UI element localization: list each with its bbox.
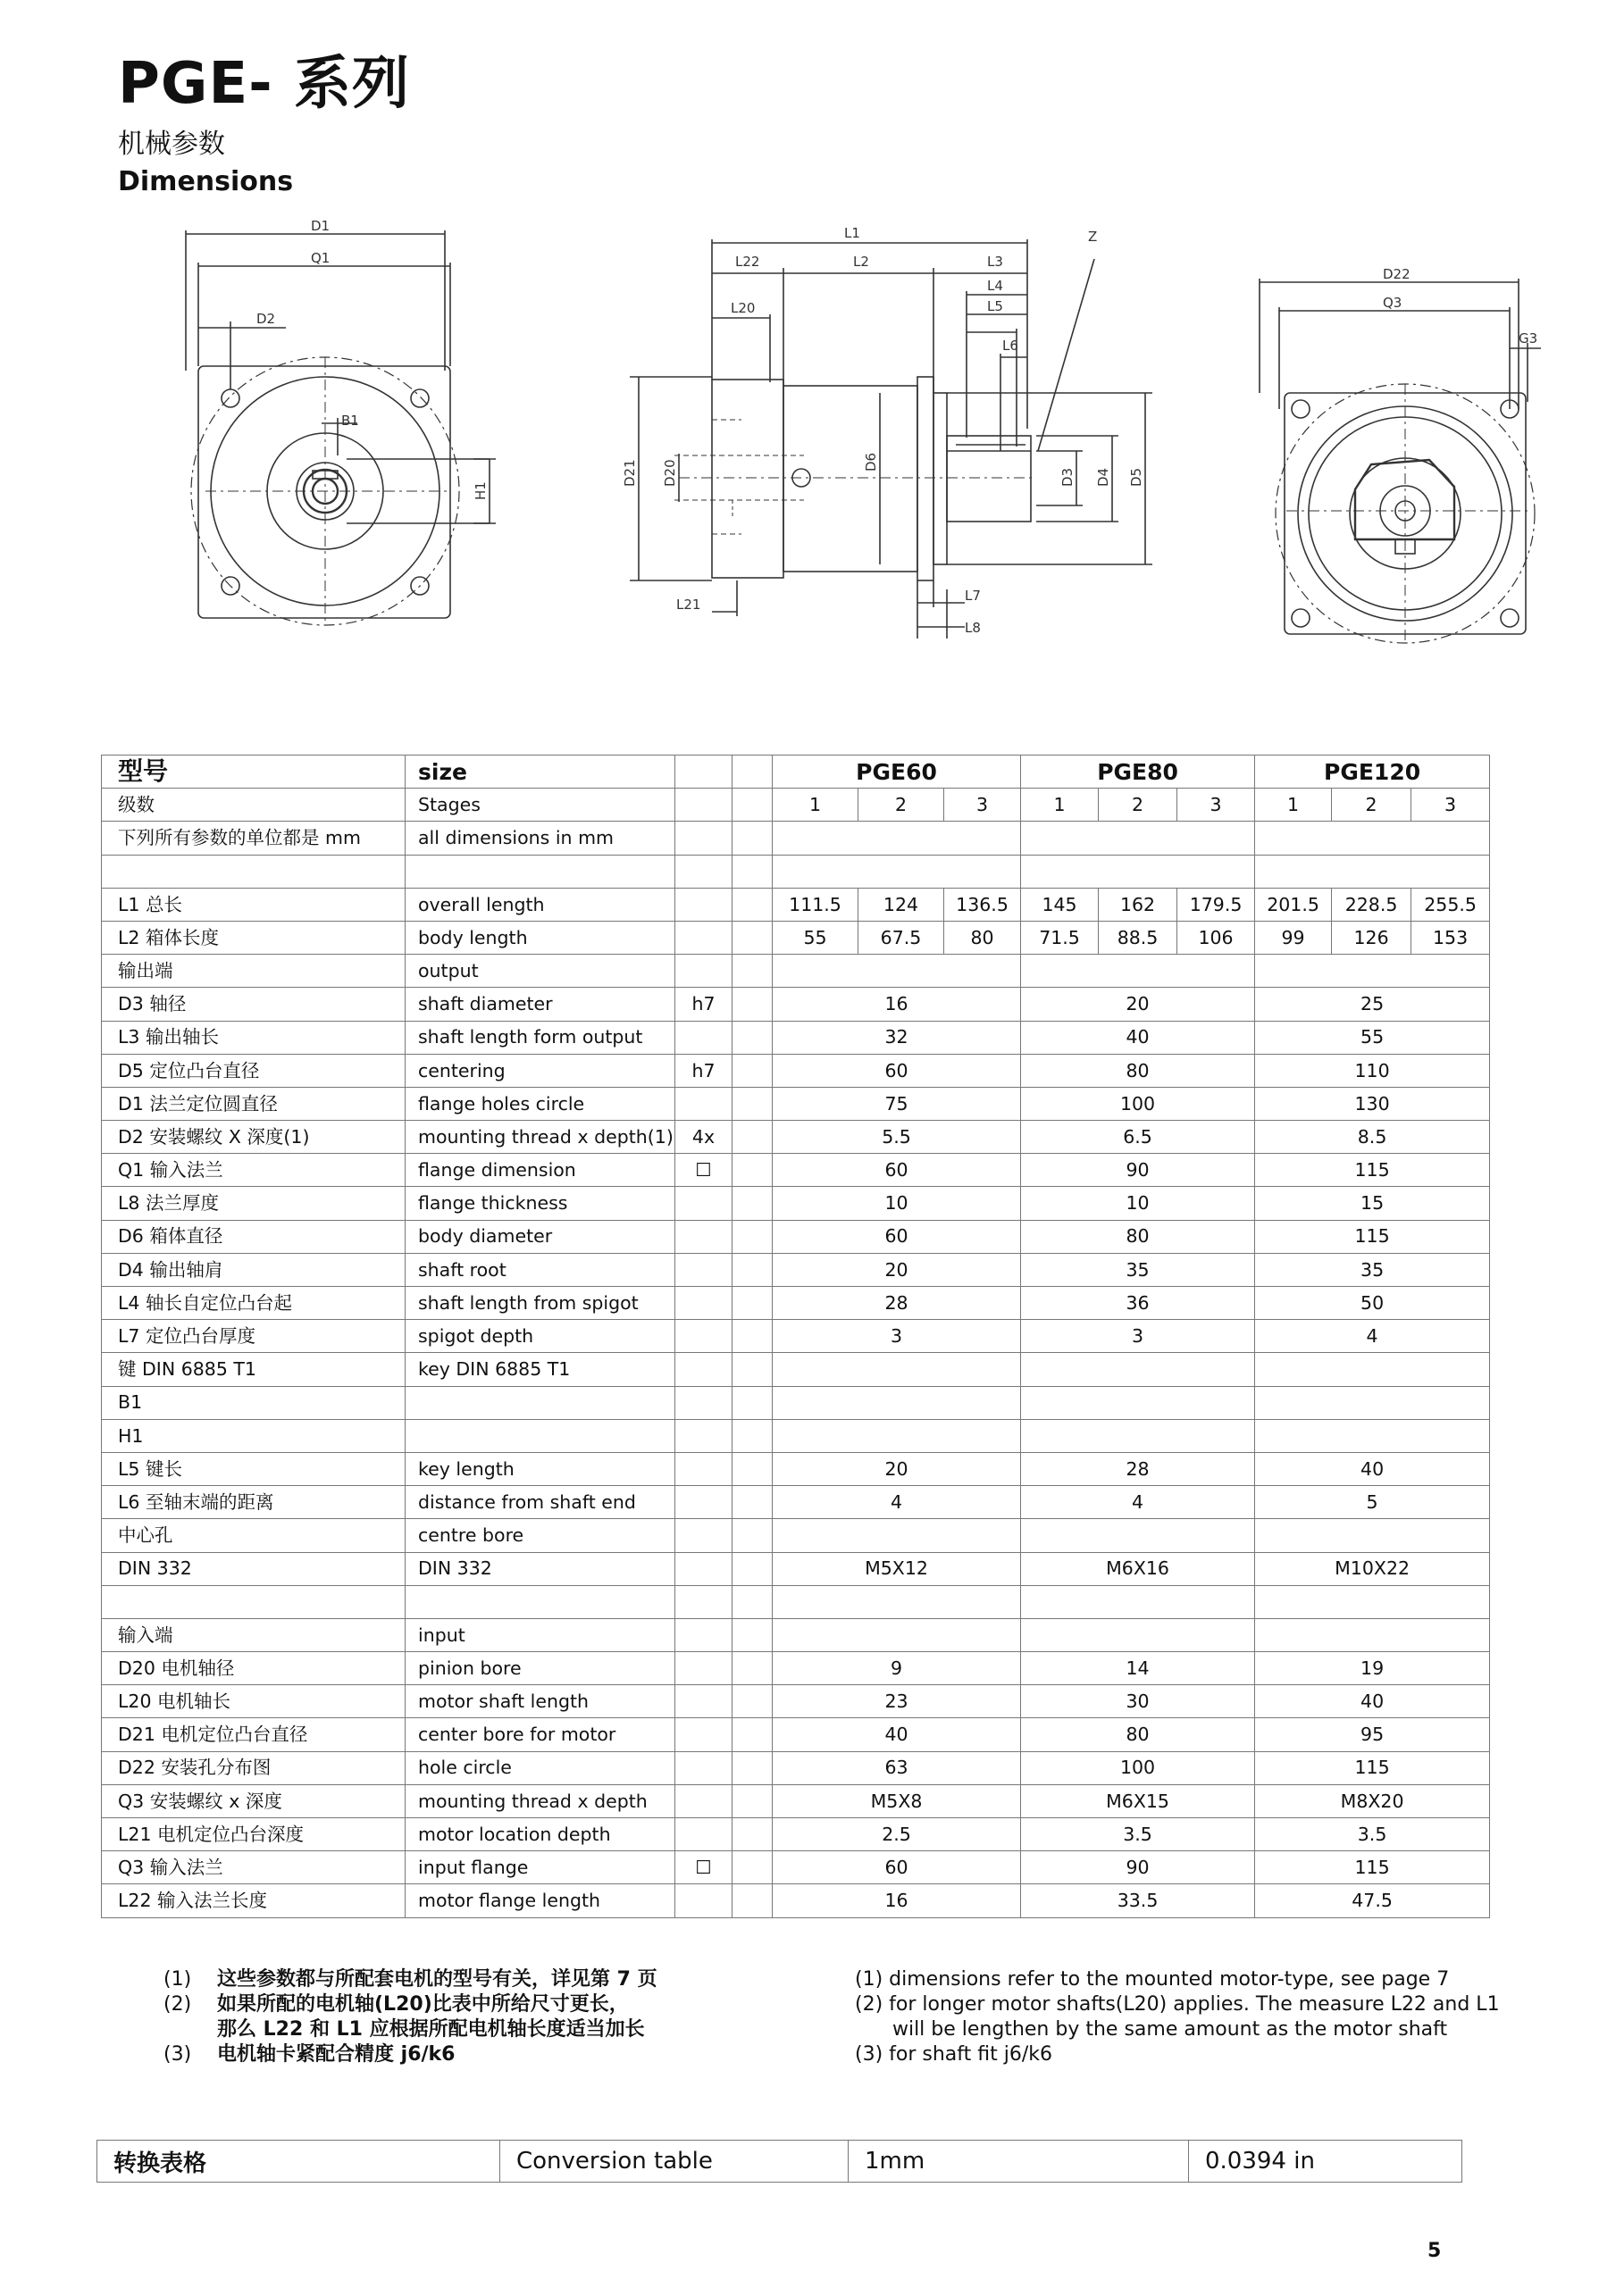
table-row: 输入端 input [102,1618,1490,1651]
input-section [102,1652,1490,1918]
header-en: size [406,756,675,789]
table-row: 级数 Stages 1 2 3 1 2 3 1 2 3 [102,789,1490,822]
label-d6: D6 [863,452,879,472]
label-l3: L3 [987,254,1003,270]
table-row: L3 输出轴长 shaft length form output 32 40 55 [102,1021,1490,1054]
label-l8: L8 [965,620,981,636]
label-l6: L6 [1002,338,1018,354]
conversion-table [96,2140,1462,2183]
conversion-label-zh: 转换表格 [97,2141,500,2183]
table-row: L1 总长 overall length 111.5 124 136.5 145 162 179.5 201.5 228.5 255.5 [102,888,1490,921]
table-row: L20 电机轴长 motor shaft length 23 30 40 [102,1685,1490,1718]
table-row-blank [102,855,1490,888]
page-title: PGE- 系列 [118,51,410,117]
table-row: D3 轴径 shaft diameter h7 16 20 25 [102,988,1490,1021]
table-row: D1 法兰定位圆直径 flange holes circle 75 100 130 [102,1087,1490,1120]
table-row: 中心孔 centre bore [102,1519,1490,1552]
label-q1: Q1 [311,250,331,266]
table-row: D22 安装孔分布图 hole circle 63 100 115 [102,1751,1490,1784]
label-z: Z [1088,229,1098,245]
table-row: L5 键长 key length 20 28 40 [102,1452,1490,1485]
table-row: B1 [102,1386,1490,1419]
table-row: 下列所有参数的单位都是 mm all dimensions in mm [102,822,1490,855]
label-g3: G3 [1519,330,1538,346]
table-header-row [102,756,1490,789]
table-row: L2 箱体长度 body length 55 67.5 80 71.5 88.5 106 99 126 153 [102,921,1490,954]
table-row: Q1 输入法兰 flange dimension ☐ 60 90 115 [102,1154,1490,1187]
table-row: D20 电机轴径 pinion bore 9 14 19 [102,1652,1490,1685]
table-row: H1 [102,1419,1490,1452]
label-l7: L7 [965,588,981,604]
label-l22: L22 [735,254,760,270]
dimension-drawings [0,0,1624,714]
table-row: D4 输出轴肩 shaft root 20 35 35 [102,1253,1490,1286]
label-l4: L4 [987,278,1003,294]
table-row-blank [102,1585,1490,1618]
label-l5: L5 [987,298,1003,314]
label-d3: D3 [1059,467,1076,487]
label-b1: B1 [341,413,359,429]
page-number: 5 [1427,2240,1442,2262]
table-row: Q3 安装螺纹 x 深度 mounting thread x depth M5X8 M6X15 M8X20 [102,1784,1490,1817]
conversion-inch: 0.0394 in [1189,2141,1462,2183]
label-d20: D20 [662,459,678,487]
conversion-label-en: Conversion table [500,2141,849,2183]
label-q3: Q3 [1383,295,1402,311]
subtitle-en: Dimensions [118,166,294,197]
table-row: L21 电机定位凸台深度 motor location depth 2.5 3.5 3.5 [102,1818,1490,1851]
table-row: D21 电机定位凸台直径 center bore for motor 40 80 95 [102,1718,1490,1751]
notes-zh: (1) 这些参数都与所配套电机的型号有关，详见第 7 页 (2) 如果所配的电机轴(L20)比表中所给尺寸更长， 那么 L22 和 L1 应根据所配电机轴长度适当加长 (3) 电机轴卡紧配合精度 j6/k6 [163,1968,657,2066]
model-pge60: PGE60 [773,756,1021,789]
table-row: D5 定位凸台直径 centering h7 60 80 110 [102,1054,1490,1087]
specification-table [101,755,1490,1918]
model-pge120: PGE120 [1255,756,1490,789]
label-d21: D21 [622,459,638,487]
label-h1: H1 [473,481,489,500]
label-d5: D5 [1128,467,1144,487]
input-flange-block [712,380,783,578]
table-row: D2 安装螺纹 X 深度(1) mounting thread x depth(1) 4x 5.5 6.5 8.5 [102,1121,1490,1154]
table-row: L22 输入法兰长度 motor flange length 16 33.5 47.5 [102,1884,1490,1917]
label-l20: L20 [731,300,756,316]
table-row: L6 至轴末端的距离 distance from shaft end 4 4 5 [102,1486,1490,1519]
subtitle-zh: 机械参数 [118,129,225,160]
table-row: L8 法兰厚度 flange thickness 10 10 15 [102,1187,1490,1220]
label-l1: L1 [844,225,860,241]
notes-en: (1) dimensions refer to the mounted motor-type, see page 7 (2) for longer motor shafts(L20) applies. The measure L22 and L1 will be lengthen by the same amount as the motor shaft (3) for shaft fit j6/k6 [855,1968,1500,2066]
label-l21: L21 [676,597,701,613]
table-row: DIN 332 DIN 332 M5X12 M6X16 M10X22 [102,1552,1490,1585]
label-d4: D4 [1095,467,1111,487]
label-d22: D22 [1383,266,1411,282]
conversion-mm: 1mm [849,2141,1189,2183]
label-d2: D2 [256,311,276,327]
table-row: L4 轴长自定位凸台起 shaft length from spigot 28 36 50 [102,1287,1490,1320]
table-row: 键 DIN 6885 T1 key DIN 6885 T1 [102,1353,1490,1386]
table-row: L7 定位凸台厚度 spigot depth 3 3 4 [102,1320,1490,1353]
table-row: D6 箱体直径 body diameter 60 80 115 [102,1220,1490,1253]
table-row: Q3 输入法兰 input flange ☐ 60 90 115 [102,1851,1490,1884]
label-d1: D1 [311,218,331,234]
model-pge80: PGE80 [1021,756,1255,789]
table-row: 输出端 output [102,955,1490,988]
header-zh: 型号 [102,756,406,789]
output-section [102,988,1490,1585]
label-l2: L2 [853,254,869,270]
